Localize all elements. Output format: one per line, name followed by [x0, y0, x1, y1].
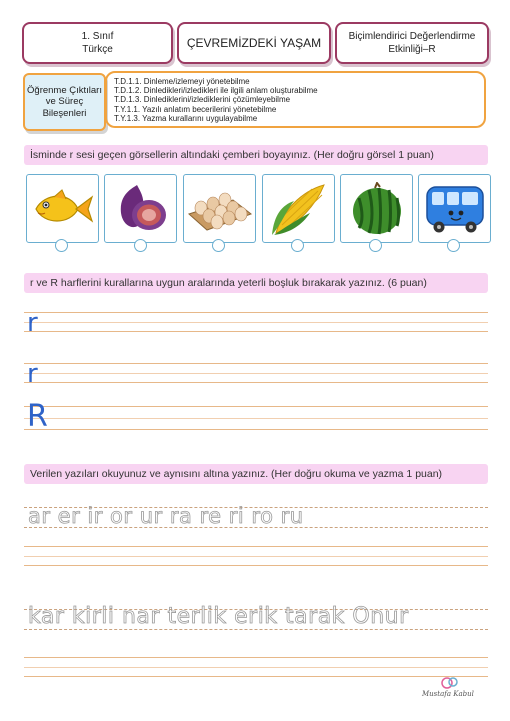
outcomes-label-line3: Bileşenleri	[42, 107, 87, 119]
author-name: Mustafa Kabul	[422, 690, 474, 698]
author-logo-icon	[440, 676, 460, 690]
outcome-item: T.Y.1.3. Yazma kurallarını uygulayabilme	[114, 113, 258, 123]
image-card-watermelon	[340, 174, 413, 243]
page-title: ÇEVREMİZDEKİ YAŞAM	[186, 35, 322, 50]
grade-box	[22, 22, 173, 64]
outcomes-label-line2: ve Süreç	[45, 96, 84, 108]
title-box	[177, 22, 331, 64]
model-letter: r	[27, 359, 38, 389]
image-card-bus	[418, 174, 491, 243]
assessment-line1: Biçimlendirici Değerlendirme	[348, 31, 476, 42]
image-card-fish	[26, 174, 99, 243]
corn-icon	[268, 181, 330, 237]
fish-icon	[32, 189, 94, 229]
answer-circle[interactable]	[212, 239, 225, 252]
writing-line[interactable]	[24, 406, 488, 430]
assessment-line2: Etkinliği–R	[388, 44, 436, 55]
answer-circle[interactable]	[291, 239, 304, 252]
section3-instruction: Verilen yazıları okuyunuz ve aynısını altına yazınız. (Her doğru okuma ve yazma 1 puan)	[24, 464, 488, 484]
image-card-eggs	[183, 174, 256, 243]
outcomes-label	[23, 73, 106, 131]
section1-instruction: İsminde r sesi geçen görsellerin altındaki çemberi boyayınız. (Her doğru görsel 1 puan)	[24, 145, 488, 165]
watermelon-icon	[349, 182, 405, 236]
writing-line[interactable]	[24, 546, 488, 566]
assessment-box	[335, 22, 489, 64]
outcome-item: T.D.1.3. Dinlediklerini/izlediklerini çözümleyebilme	[114, 95, 291, 105]
image-card-fig	[104, 174, 177, 243]
model-letter: r	[27, 308, 38, 338]
writing-line[interactable]	[24, 312, 488, 332]
fig-icon	[111, 183, 171, 235]
image-card-corn	[262, 174, 335, 243]
outcomes-list	[105, 71, 486, 128]
word-tracing: kar kirli nar terlik erik tarak Onur	[28, 604, 409, 629]
answer-circle[interactable]	[55, 239, 68, 252]
eggs-icon	[187, 184, 253, 234]
bus-icon	[423, 183, 487, 235]
writing-line[interactable]	[24, 657, 488, 677]
outcome-item: T.Y.1.1. Yazılı anlatım becerilerini yönetebilme	[114, 104, 277, 114]
outcome-item: T.D.1.1. Dinleme/izlemeyi yönetebilme	[114, 77, 250, 86]
writing-line[interactable]	[24, 363, 488, 383]
answer-circle[interactable]	[134, 239, 147, 252]
outcomes-label-line1: Öğrenme Çıktıları	[27, 84, 102, 96]
model-letter: R	[27, 399, 48, 434]
section2-instruction: r ve R harflerini kurallarına uygun aralarında yeterli boşluk bırakarak yazınız. (6 puan)	[24, 273, 488, 293]
answer-circle[interactable]	[447, 239, 460, 252]
syllable-tracing: ar er ir or ur ra re ri ro ru	[28, 504, 304, 528]
grade-label: 1. Sınıf	[81, 31, 114, 42]
outcome-item: T.D.1.2. Dinledikleri/izledikleri ile ilgili anlam oluşturabilme	[114, 86, 318, 96]
answer-circle[interactable]	[369, 239, 382, 252]
subject-label: Türkçe	[82, 44, 113, 55]
